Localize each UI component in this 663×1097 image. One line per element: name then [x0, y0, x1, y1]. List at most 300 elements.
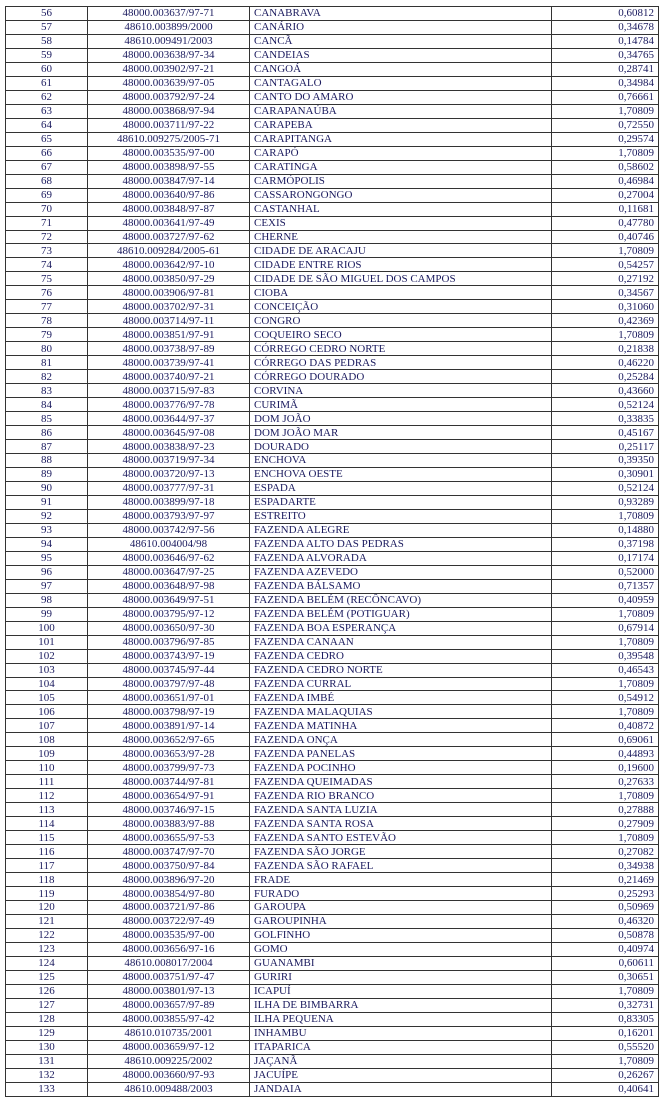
table-row: [6, 216, 659, 230]
field-value: 0,29574: [552, 132, 659, 146]
process-number: 48610.009284/2005-61: [88, 244, 250, 258]
row-number: 109: [6, 747, 88, 761]
table-row: [6, 7, 659, 21]
table-row: [6, 817, 659, 831]
field-value: 0,27004: [552, 188, 659, 202]
table-row: [6, 412, 659, 426]
field-name: CIOBA: [250, 286, 552, 300]
field-name: CIDADE ENTRE RIOS: [250, 258, 552, 272]
row-number: 103: [6, 663, 88, 677]
table-row: [6, 258, 659, 272]
field-value: 0,43660: [552, 384, 659, 398]
table-row: [6, 859, 659, 873]
row-number: 59: [6, 48, 88, 62]
field-value: 0,50878: [552, 928, 659, 942]
field-name: FRADE: [250, 873, 552, 887]
table-row: [6, 509, 659, 523]
process-number: 48000.003798/97-19: [88, 705, 250, 719]
field-name: CASSARONGONGO: [250, 188, 552, 202]
field-value: 0,27888: [552, 803, 659, 817]
field-name: ENCHOVA: [250, 454, 552, 468]
field-name: CÓRREGO DOURADO: [250, 370, 552, 384]
row-number: 113: [6, 803, 88, 817]
table-row: [6, 998, 659, 1012]
field-name: CANTAGALO: [250, 76, 552, 90]
table-row: [6, 314, 659, 328]
process-number: 48000.003795/97-12: [88, 607, 250, 621]
process-number: 48000.003848/97-87: [88, 202, 250, 216]
field-name: CÓRREGO CEDRO NORTE: [250, 342, 552, 356]
table-row: [6, 621, 659, 635]
field-value: 0,54912: [552, 691, 659, 705]
process-number: 48000.003891/97-14: [88, 719, 250, 733]
table-row: [6, 1026, 659, 1040]
field-value: 0,39350: [552, 454, 659, 468]
process-number: 48000.003899/97-18: [88, 495, 250, 509]
field-name: CÓRREGO DAS PEDRAS: [250, 356, 552, 370]
field-name: JANDAIA: [250, 1082, 552, 1096]
field-name: CANTO DO AMARO: [250, 90, 552, 104]
field-value: 0,46320: [552, 914, 659, 928]
field-value: 1,70809: [552, 635, 659, 649]
field-name: FAZENDA IMBÉ: [250, 691, 552, 705]
table-row: [6, 398, 659, 412]
process-number: 48000.003854/97-80: [88, 887, 250, 901]
process-number: 48000.003799/97-73: [88, 761, 250, 775]
field-name: ICAPUÍ: [250, 984, 552, 998]
field-name: FAZENDA SANTA LUZIA: [250, 803, 552, 817]
table-row: [6, 845, 659, 859]
process-number: 48000.003850/97-29: [88, 272, 250, 286]
row-number: 78: [6, 314, 88, 328]
process-number: 48000.003647/97-25: [88, 565, 250, 579]
process-number: 48000.003714/97-11: [88, 314, 250, 328]
field-name: DOM JOÃO: [250, 412, 552, 426]
table-row: [6, 1040, 659, 1054]
process-number: 48000.003649/97-51: [88, 593, 250, 607]
row-number: 118: [6, 873, 88, 887]
field-name: CIDADE DE ARACAJU: [250, 244, 552, 258]
table-row: [6, 523, 659, 537]
process-number: 48610.009488/2003: [88, 1082, 250, 1096]
process-number: 48000.003535/97-00: [88, 146, 250, 160]
field-name: GOMO: [250, 942, 552, 956]
field-name: FAZENDA MATINHA: [250, 719, 552, 733]
field-value: 0,21838: [552, 342, 659, 356]
field-value: 1,70809: [552, 789, 659, 803]
field-name: GOLFINHO: [250, 928, 552, 942]
row-number: 127: [6, 998, 88, 1012]
field-value: 0,14784: [552, 34, 659, 48]
row-number: 131: [6, 1054, 88, 1068]
field-value: 0,46543: [552, 663, 659, 677]
row-number: 132: [6, 1068, 88, 1082]
field-value: 1,70809: [552, 607, 659, 621]
field-value: 0,34567: [552, 286, 659, 300]
field-name: CARAPANAÚBA: [250, 104, 552, 118]
row-number: 80: [6, 342, 88, 356]
table-row: [6, 984, 659, 998]
table-row: [6, 481, 659, 495]
table-row: [6, 90, 659, 104]
table-row: [6, 328, 659, 342]
table-row: [6, 593, 659, 607]
table-row: [6, 1054, 659, 1068]
field-value: 0,37198: [552, 537, 659, 551]
field-name: ITAPARICA: [250, 1040, 552, 1054]
field-value: 0,30651: [552, 970, 659, 984]
field-name: FAZENDA SANTA ROSA: [250, 817, 552, 831]
process-number: 48000.003535/97-00: [88, 928, 250, 942]
process-number: 48000.003898/97-55: [88, 160, 250, 174]
field-name: CANÁRIO: [250, 20, 552, 34]
field-name: FAZENDA RIO BRANCO: [250, 789, 552, 803]
field-value: 1,70809: [552, 1054, 659, 1068]
process-number: 48000.003883/97-88: [88, 817, 250, 831]
field-value: 0,46220: [552, 356, 659, 370]
field-value: 0,52124: [552, 481, 659, 495]
row-number: 75: [6, 272, 88, 286]
row-number: 115: [6, 831, 88, 845]
row-number: 97: [6, 579, 88, 593]
row-number: 98: [6, 593, 88, 607]
field-name: FAZENDA AZEVEDO: [250, 565, 552, 579]
field-value: 1,70809: [552, 677, 659, 691]
field-name: GUANAMBI: [250, 956, 552, 970]
field-name: FAZENDA BELÉM (RECÔNCAVO): [250, 593, 552, 607]
row-number: 123: [6, 942, 88, 956]
row-number: 70: [6, 202, 88, 216]
process-number: 48000.003646/97-62: [88, 551, 250, 565]
row-number: 101: [6, 635, 88, 649]
process-number: 48000.003722/97-49: [88, 914, 250, 928]
row-number: 83: [6, 384, 88, 398]
table-body: [6, 7, 659, 1097]
table-row: [6, 761, 659, 775]
process-number: 48000.003801/97-13: [88, 984, 250, 998]
process-number: 48000.003906/97-81: [88, 286, 250, 300]
table-row: [6, 733, 659, 747]
field-name: FAZENDA MALAQUIAS: [250, 705, 552, 719]
field-name: CARAPITANGA: [250, 132, 552, 146]
field-value: 0,71357: [552, 579, 659, 593]
table-row: [6, 244, 659, 258]
table-row: [6, 495, 659, 509]
process-number: 48000.003645/97-08: [88, 426, 250, 440]
table-row: [6, 970, 659, 984]
field-value: 0,27633: [552, 775, 659, 789]
field-name: GURIRI: [250, 970, 552, 984]
table-row: [6, 887, 659, 901]
row-number: 128: [6, 1012, 88, 1026]
field-value: 0,42369: [552, 314, 659, 328]
process-number: 48000.003740/97-21: [88, 370, 250, 384]
field-name: CHERNE: [250, 230, 552, 244]
process-number: 48000.003751/97-47: [88, 970, 250, 984]
field-value: 0,46984: [552, 174, 659, 188]
process-number: 48000.003851/97-91: [88, 328, 250, 342]
process-number: 48000.003727/97-62: [88, 230, 250, 244]
table-row: [6, 607, 659, 621]
process-number: 48000.003650/97-30: [88, 621, 250, 635]
table-row: [6, 831, 659, 845]
row-number: 64: [6, 118, 88, 132]
process-number: 48000.003657/97-89: [88, 998, 250, 1012]
row-number: 87: [6, 440, 88, 454]
table-row: [6, 34, 659, 48]
field-name: CANCÃ: [250, 34, 552, 48]
table-row: [6, 160, 659, 174]
field-value: 0,28741: [552, 62, 659, 76]
field-value: 0,25284: [552, 370, 659, 384]
field-value: 1,70809: [552, 146, 659, 160]
table-row: [6, 691, 659, 705]
field-value: 0,60812: [552, 7, 659, 21]
row-number: 79: [6, 328, 88, 342]
field-value: 0,52000: [552, 565, 659, 579]
field-value: 0,16201: [552, 1026, 659, 1040]
table-row: [6, 719, 659, 733]
field-name: JAÇANÃ: [250, 1054, 552, 1068]
process-number: 48000.003659/97-12: [88, 1040, 250, 1054]
field-value: 1,70809: [552, 509, 659, 523]
process-number: 48610.004004/98: [88, 537, 250, 551]
field-name: CEXIS: [250, 216, 552, 230]
process-number: 48610.009491/2003: [88, 34, 250, 48]
field-name: CARMÓPOLIS: [250, 174, 552, 188]
process-number: 48000.003652/97-65: [88, 733, 250, 747]
process-number: 48000.003793/97-97: [88, 509, 250, 523]
row-number: 66: [6, 146, 88, 160]
field-name: ILHA DE BIMBARRA: [250, 998, 552, 1012]
field-name: FAZENDA CEDRO: [250, 649, 552, 663]
process-number: 48610.008017/2004: [88, 956, 250, 970]
row-number: 130: [6, 1040, 88, 1054]
field-value: 0,34938: [552, 859, 659, 873]
row-number: 114: [6, 817, 88, 831]
field-name: ESPADA: [250, 481, 552, 495]
process-number: 48000.003902/97-21: [88, 62, 250, 76]
table-row: [6, 62, 659, 76]
field-value: 0,47780: [552, 216, 659, 230]
field-value: 0,40872: [552, 719, 659, 733]
row-number: 99: [6, 607, 88, 621]
row-number: 68: [6, 174, 88, 188]
field-value: 0,31060: [552, 300, 659, 314]
process-number: 48610.009225/2002: [88, 1054, 250, 1068]
field-name: FAZENDA CANAAN: [250, 635, 552, 649]
row-number: 96: [6, 565, 88, 579]
row-number: 77: [6, 300, 88, 314]
field-value: 1,70809: [552, 705, 659, 719]
row-number: 72: [6, 230, 88, 244]
table-row: [6, 914, 659, 928]
field-name: CARAPEBA: [250, 118, 552, 132]
field-name: CARAPÓ: [250, 146, 552, 160]
row-number: 91: [6, 495, 88, 509]
table-row: [6, 146, 659, 160]
row-number: 57: [6, 20, 88, 34]
field-value: 0,67914: [552, 621, 659, 635]
field-value: 0,52124: [552, 398, 659, 412]
field-name: FAZENDA ALTO DAS PEDRAS: [250, 537, 552, 551]
field-value: 0,40959: [552, 593, 659, 607]
field-value: 0,40641: [552, 1082, 659, 1096]
process-number: 48000.003642/97-10: [88, 258, 250, 272]
process-number: 48000.003738/97-89: [88, 342, 250, 356]
field-name: FAZENDA BELÉM (POTIGUAR): [250, 607, 552, 621]
row-number: 100: [6, 621, 88, 635]
process-number: 48000.003792/97-24: [88, 90, 250, 104]
field-name: ENCHOVA OESTE: [250, 467, 552, 481]
table-row: [6, 230, 659, 244]
process-number: 48610.010735/2001: [88, 1026, 250, 1040]
field-name: CONGRO: [250, 314, 552, 328]
row-number: 92: [6, 509, 88, 523]
field-value: 0,60611: [552, 956, 659, 970]
table-row: [6, 551, 659, 565]
row-number: 67: [6, 160, 88, 174]
row-number: 122: [6, 928, 88, 942]
field-name: FAZENDA SANTO ESTEVÃO: [250, 831, 552, 845]
oil-field-table: [5, 6, 659, 1097]
field-value: 0,27909: [552, 817, 659, 831]
table-row: [6, 188, 659, 202]
field-value: 0,27082: [552, 845, 659, 859]
process-number: 48000.003847/97-14: [88, 174, 250, 188]
table-row: [6, 76, 659, 90]
process-number: 48000.003855/97-42: [88, 1012, 250, 1026]
process-number: 48000.003719/97-34: [88, 454, 250, 468]
field-value: 0,58602: [552, 160, 659, 174]
field-name: DOM JOÃO MAR: [250, 426, 552, 440]
row-number: 73: [6, 244, 88, 258]
process-number: 48000.003660/97-93: [88, 1068, 250, 1082]
field-value: 0,40974: [552, 942, 659, 956]
row-number: 89: [6, 467, 88, 481]
table-row: [6, 901, 659, 915]
table-row: [6, 747, 659, 761]
table-row: [6, 635, 659, 649]
table-row: [6, 565, 659, 579]
field-value: 0,17174: [552, 551, 659, 565]
field-value: 1,70809: [552, 328, 659, 342]
process-number: 48000.003747/97-70: [88, 845, 250, 859]
field-name: ILHA PEQUENA: [250, 1012, 552, 1026]
field-value: 0,93289: [552, 495, 659, 509]
field-name: ESTREITO: [250, 509, 552, 523]
field-value: 0,40746: [552, 230, 659, 244]
field-name: JACUÍPE: [250, 1068, 552, 1082]
row-number: 108: [6, 733, 88, 747]
row-number: 105: [6, 691, 88, 705]
table-row: [6, 649, 659, 663]
field-name: CANABRAVA: [250, 7, 552, 21]
field-name: COQUEIRO SECO: [250, 328, 552, 342]
field-name: CORVINA: [250, 384, 552, 398]
field-name: FURADO: [250, 887, 552, 901]
table-row: [6, 663, 659, 677]
field-value: 0,26267: [552, 1068, 659, 1082]
row-number: 133: [6, 1082, 88, 1096]
row-number: 117: [6, 859, 88, 873]
field-name: FAZENDA BÁLSAMO: [250, 579, 552, 593]
field-value: 0,76661: [552, 90, 659, 104]
field-value: 1,70809: [552, 244, 659, 258]
field-name: CANGOÁ: [250, 62, 552, 76]
field-value: 0,27192: [552, 272, 659, 286]
row-number: 111: [6, 775, 88, 789]
field-name: CASTANHAL: [250, 202, 552, 216]
table-row: [6, 873, 659, 887]
process-number: 48000.003746/97-15: [88, 803, 250, 817]
table-row: [6, 579, 659, 593]
field-value: 0,44893: [552, 747, 659, 761]
process-number: 48000.003638/97-34: [88, 48, 250, 62]
field-value: 0,50969: [552, 901, 659, 915]
field-name: CIDADE DE SÃO MIGUEL DOS CAMPOS: [250, 272, 552, 286]
row-number: 69: [6, 188, 88, 202]
process-number: 48000.003745/97-44: [88, 663, 250, 677]
field-name: FAZENDA QUEIMADAS: [250, 775, 552, 789]
process-number: 48000.003739/97-41: [88, 356, 250, 370]
table-row: [6, 20, 659, 34]
table-row: [6, 426, 659, 440]
row-number: 104: [6, 677, 88, 691]
table-row: [6, 356, 659, 370]
process-number: 48000.003655/97-53: [88, 831, 250, 845]
field-name: GAROUPINHA: [250, 914, 552, 928]
process-number: 48000.003720/97-13: [88, 467, 250, 481]
field-value: 0,14880: [552, 523, 659, 537]
field-name: CURIMÃ: [250, 398, 552, 412]
row-number: 116: [6, 845, 88, 859]
row-number: 85: [6, 412, 88, 426]
process-number: 48000.003797/97-48: [88, 677, 250, 691]
process-number: 48000.003640/97-86: [88, 188, 250, 202]
process-number: 48000.003896/97-20: [88, 873, 250, 887]
process-number: 48000.003776/97-78: [88, 398, 250, 412]
row-number: 120: [6, 901, 88, 915]
table-row: [6, 537, 659, 551]
process-number: 48000.003711/97-22: [88, 118, 250, 132]
table-row: [6, 342, 659, 356]
field-name: CANDEIAS: [250, 48, 552, 62]
row-number: 102: [6, 649, 88, 663]
table-row: [6, 286, 659, 300]
process-number: 48000.003742/97-56: [88, 523, 250, 537]
row-number: 56: [6, 7, 88, 21]
field-name: FAZENDA ALEGRE: [250, 523, 552, 537]
row-number: 84: [6, 398, 88, 412]
table-row: [6, 928, 659, 942]
process-number: 48000.003639/97-05: [88, 76, 250, 90]
field-value: 1,70809: [552, 984, 659, 998]
table-row: [6, 1068, 659, 1082]
process-number: 48000.003653/97-28: [88, 747, 250, 761]
row-number: 125: [6, 970, 88, 984]
field-value: 0,25293: [552, 887, 659, 901]
process-number: 48000.003838/97-23: [88, 440, 250, 454]
table-row: [6, 942, 659, 956]
table-row: [6, 300, 659, 314]
row-number: 65: [6, 132, 88, 146]
table-row: [6, 705, 659, 719]
field-name: ESPADARTE: [250, 495, 552, 509]
field-name: FAZENDA CURRAL: [250, 677, 552, 691]
process-number: 48000.003721/97-86: [88, 901, 250, 915]
field-name: FAZENDA ONÇA: [250, 733, 552, 747]
